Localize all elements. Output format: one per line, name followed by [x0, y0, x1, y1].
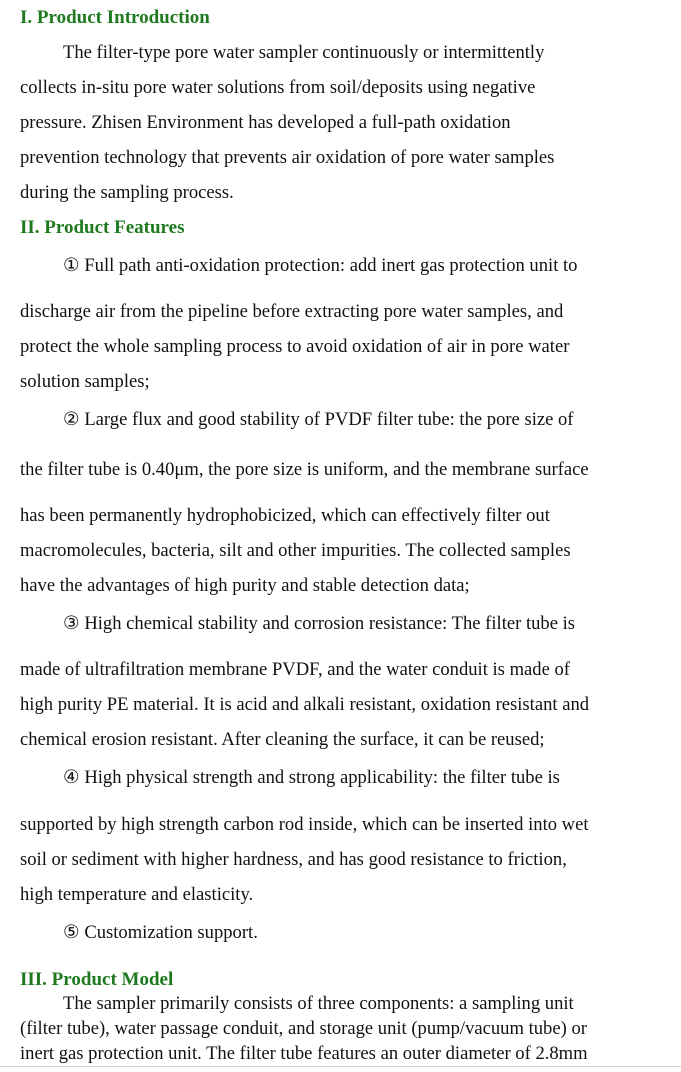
intro-line: collects in-situ pore water solutions from soil/deposits using negative — [20, 77, 536, 98]
heading-product-features: II. Product Features — [20, 217, 185, 238]
feature-2-line: ② Large flux and good stability of PVDF filter tube: the pore size of — [63, 409, 574, 430]
feature-2-line: have the advantages of high purity and stable detection data; — [20, 575, 470, 596]
intro-line: during the sampling process. — [20, 182, 234, 203]
heading-product-model: III. Product Model — [20, 969, 174, 990]
feature-1-line: discharge air from the pipeline before extracting pore water samples, and — [20, 301, 564, 322]
feature-2-line: macromolecules, bacteria, silt and other impurities. The collected samples — [20, 540, 571, 561]
feature-4-line: soil or sediment with higher hardness, and has good resistance to friction, — [20, 849, 567, 870]
feature-4-line: supported by high strength carbon rod inside, which can be inserted into wet — [20, 814, 589, 835]
model-line: (filter tube), water passage conduit, and storage unit (pump/vacuum tube) or — [20, 1018, 587, 1039]
feature-5-line: ⑤ Customization support. — [63, 922, 258, 943]
intro-line: The filter-type pore water sampler continuously or intermittently — [63, 42, 545, 63]
feature-3-line: chemical erosion resistant. After cleaning the surface, it can be reused; — [20, 729, 545, 750]
feature-1-line: ① Full path anti-oxidation protection: add inert gas protection unit to — [63, 255, 578, 276]
model-line: inert gas protection unit. The filter tube features an outer diameter of 2.8mm — [20, 1043, 588, 1064]
feature-2-line: the filter tube is 0.40μm, the pore size is uniform, and the membrane surface — [20, 459, 589, 480]
feature-4-line: ④ High physical strength and strong applicability: the filter tube is — [63, 767, 560, 788]
model-line: The sampler primarily consists of three components: a sampling unit — [63, 993, 574, 1014]
feature-1-line: protect the whole sampling process to avoid oxidation of air in pore water — [20, 336, 570, 357]
feature-4-line: high temperature and elasticity. — [20, 884, 254, 905]
heading-product-introduction: I. Product Introduction — [20, 7, 210, 28]
feature-3-line: ③ High chemical stability and corrosion resistance: The filter tube is — [63, 613, 576, 634]
feature-1-line: solution samples; — [20, 371, 150, 392]
feature-3-line: high purity PE material. It is acid and alkali resistant, oxidation resistant and — [20, 694, 590, 715]
page-bottom-divider — [0, 1066, 681, 1067]
intro-line: prevention technology that prevents air oxidation of pore water samples — [20, 147, 555, 168]
feature-2-line: has been permanently hydrophobicized, which can effectively filter out — [20, 505, 550, 526]
feature-3-line: made of ultrafiltration membrane PVDF, and the water conduit is made of — [20, 659, 570, 680]
intro-line: pressure. Zhisen Environment has developed a full-path oxidation — [20, 112, 511, 133]
